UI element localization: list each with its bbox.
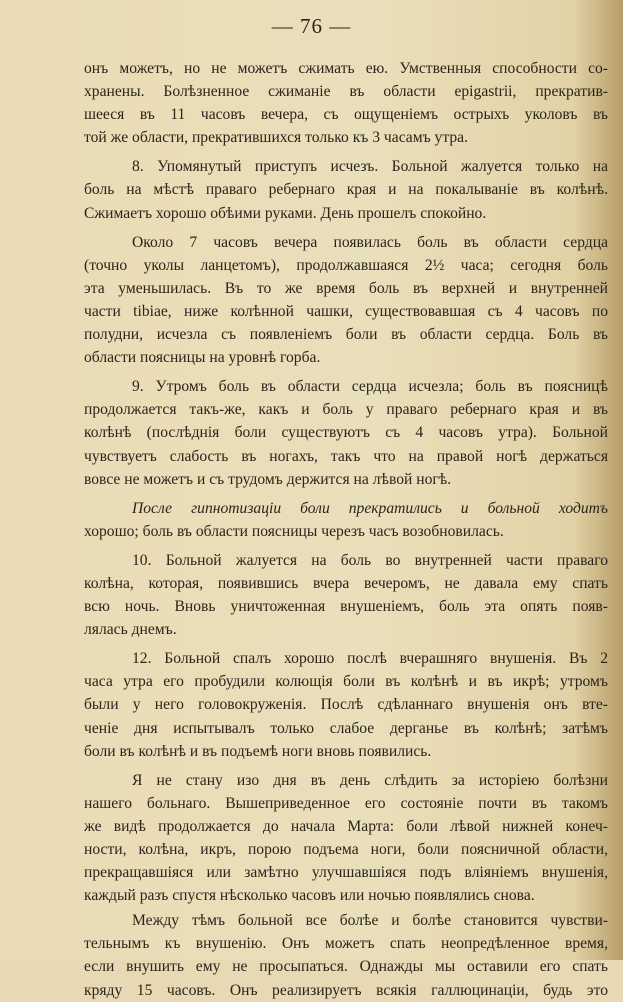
text-line: продолжается такъ-же, какъ и боль у праваго ребернаго края и въ	[84, 401, 608, 419]
text-line: области поясницы на уровнѣ горба.	[84, 349, 321, 367]
text-line: чувствуетъ слабость въ ногахъ, такъ что на правой ногѣ держаться	[84, 447, 608, 465]
page-number: — 76 —	[271, 14, 352, 38]
text-line: Около 7 часовъ вечера появилась боль въ области сердца	[132, 233, 608, 251]
text-line: хранены. Болѣзненное сжиманіе въ области epigastrii, прекратив-	[84, 83, 608, 101]
text-line: эта уменьшилась. Въ то же время боль въ верхней и внутренней	[84, 279, 608, 297]
text-line: 12. Больной спалъ хорошо послѣ вчерашняго внушенія. Въ 2	[132, 650, 608, 668]
text-line: если внушить ему не просыпаться. Однажды мы оставили его спать	[84, 958, 608, 976]
text-line: нашего больнаго. Вышеприведенное его состояніе почти въ такомъ	[84, 794, 608, 812]
text-line: часа утра его пробудили колющія боли въ колѣнѣ и въ икрѣ; утромъ	[84, 673, 608, 691]
text-line: части tibiae, ниже колѣнной чашки, существовавшая съ 4 часовъ по	[84, 302, 608, 320]
text-line: тельнымъ къ внушенію. Онъ можетъ спать неопредѣленное время,	[84, 935, 608, 953]
text-line: той же области, прекратившихся только къ 3 часамъ утра.	[84, 129, 468, 147]
text-line: ности, колѣна, икръ, порою подъема ноги, боли поясничной области,	[84, 841, 608, 858]
text-line: Между тѣмъ больной все болѣе и болѣе становится чувстви-	[132, 912, 608, 930]
text-line: боли въ колѣнѣ и въ подъемѣ ноги вновь появились.	[84, 742, 432, 760]
text-line: 8. Упомянутый приступъ исчезъ. Больной жалуется только на	[132, 158, 608, 176]
text-line: полудни, исчезла съ появленіемъ боли въ области сердца. Боль въ	[84, 326, 608, 344]
text-line: кряду 15 часовъ. Онъ реализируетъ всякія галлюцинаціи, будь это	[84, 981, 608, 999]
text-line: шееся въ 11 часовъ вечера, съ ощущеніемъ острыхъ уколовъ въ	[84, 106, 608, 124]
text-line: же видѣ продолжается до начала Марта: боли лѣвой нижней конеч-	[84, 817, 608, 835]
text-line: ченіе дня испытывалъ только слабое дерганье въ колѣнѣ; затѣмъ	[84, 719, 608, 737]
text-line: вовсе не можетъ и съ трудомъ держится на лѣвой ногѣ.	[84, 470, 452, 488]
text-line: хорошо; боль въ области поясницы черезъ часъ возобновилась.	[84, 522, 504, 540]
text-line: прекращавшіяся или замѣтно улучшавшіяся подъ вліяніемъ внушенія,	[84, 864, 608, 882]
text-line: После гипнотизаціи боли прекратились и больной ходитъ	[132, 499, 608, 517]
text-line: (точно уколы ланцетомъ), продолжавшаяся 2½ часа; сегодня боль	[84, 256, 608, 274]
body-text	[84, 57, 608, 1002]
text-line: 9. Утромъ боль въ области сердца исчезла; боль въ поясницѣ	[132, 378, 608, 396]
text-line: Сжимаетъ хорошо обѣими руками. День прошелъ спокойно.	[84, 204, 487, 222]
text-line: боль на мѣстѣ праваго ребернаго края и на покалываніе въ колѣнѣ.	[84, 181, 608, 199]
text-line: колѣна, которая, появившись вчера вечеромъ, не давала ему спать	[84, 574, 608, 592]
text-line: онъ можетъ, но не можетъ сжимать ею. Умственныя способности со-	[84, 60, 608, 77]
text-line: 10. Больной жалуется на боль во внутренней части праваго	[132, 551, 608, 569]
text-line: колѣнѣ (послѣднія боли существуютъ съ 4 часовъ утра). Больной	[84, 424, 608, 442]
text-line: Я не стану изо дня въ день слѣдить за исторіею болѣзни	[132, 771, 608, 789]
text-line: лялась днемъ.	[84, 621, 177, 639]
text-line: всю ночь. Вновь уничтоженная внушеніемъ, боль эта опять появ-	[84, 598, 608, 616]
text-line: каждый разъ спустя нѣсколько часовъ или ночью появлялись снова.	[84, 887, 535, 905]
text-line: были у него головокруженія. Послѣ сдѣланнаго внушенія онъ вте-	[84, 696, 608, 714]
